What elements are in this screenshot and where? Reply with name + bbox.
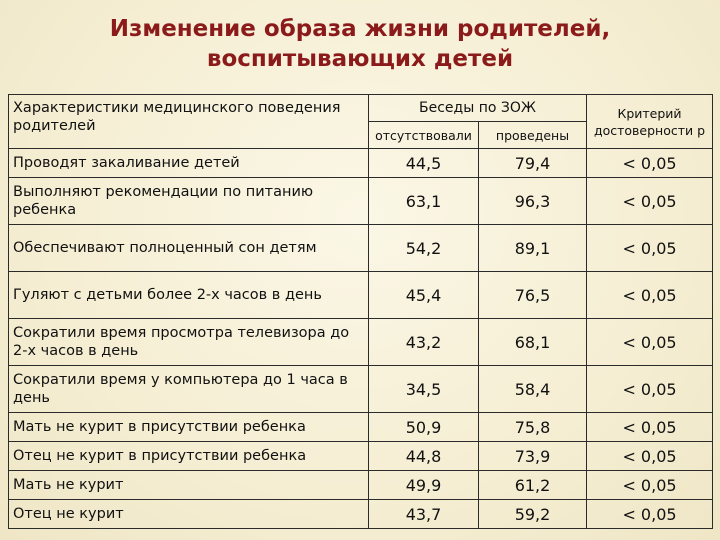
value-absent: 43,7 [369,500,479,529]
value-p: < 0,05 [587,178,713,225]
row-label: Сократили время у компьютера до 1 часа в день [9,366,369,413]
row-label: Мать не курит [9,471,369,500]
value-held: 68,1 [479,319,587,366]
header-talks-group: Беседы по ЗОЖ [369,95,587,122]
value-absent: 45,4 [369,272,479,319]
table-row [9,149,713,178]
value-held: 59,2 [479,500,587,529]
table-row [9,366,713,413]
value-held: 58,4 [479,366,587,413]
header-absent: отсутствовали [369,122,479,149]
value-p: < 0,05 [587,225,713,272]
value-p: < 0,05 [587,471,713,500]
value-p: < 0,05 [587,319,713,366]
value-held: 73,9 [479,442,587,471]
value-absent: 49,9 [369,471,479,500]
value-held: 76,5 [479,272,587,319]
value-p: < 0,05 [587,149,713,178]
row-label: Проводят закаливание детей [9,149,369,178]
value-p: < 0,05 [587,500,713,529]
table-row [9,178,713,225]
value-absent: 44,5 [369,149,479,178]
table-row [9,272,713,319]
header-criterion: Критерий достоверности p [587,95,713,149]
value-absent: 54,2 [369,225,479,272]
value-p: < 0,05 [587,366,713,413]
value-held: 89,1 [479,225,587,272]
value-held: 61,2 [479,471,587,500]
value-p: < 0,05 [587,272,713,319]
table-row [9,500,713,529]
title-line-2: воспитывающих детей [206,46,514,72]
row-label: Отец не курит [9,500,369,529]
row-label: Отец не курит в присутствии ребенка [9,442,369,471]
value-absent: 44,8 [369,442,479,471]
row-label: Выполняют рекомендации по питанию ребенка [9,178,369,225]
row-label: Обеспечивают полноценный сон детям [9,225,369,272]
table-row [9,413,713,442]
lifestyle-table [8,94,713,529]
value-absent: 34,5 [369,366,479,413]
value-held: 96,3 [479,178,587,225]
row-label: Гуляют с детьми более 2-х часов в день [9,272,369,319]
table-row [9,319,713,366]
value-held: 79,4 [479,149,587,178]
value-absent: 50,9 [369,413,479,442]
row-label: Сократили время просмотра телевизора до 2-х часов в день [9,319,369,366]
table-row [9,225,713,272]
value-held: 75,8 [479,413,587,442]
value-absent: 43,2 [369,319,479,366]
title-line-1: Изменение образа жизни родителей, [109,16,611,42]
header-characteristic: Характеристики медицинского поведения родителей [9,95,369,149]
value-p: < 0,05 [587,442,713,471]
row-label: Мать не курит в присутствии ребенка [9,413,369,442]
value-p: < 0,05 [587,413,713,442]
table-row [9,442,713,471]
table-row [9,471,713,500]
value-absent: 63,1 [369,178,479,225]
header-held: проведены [479,122,587,149]
page-title [0,14,720,74]
